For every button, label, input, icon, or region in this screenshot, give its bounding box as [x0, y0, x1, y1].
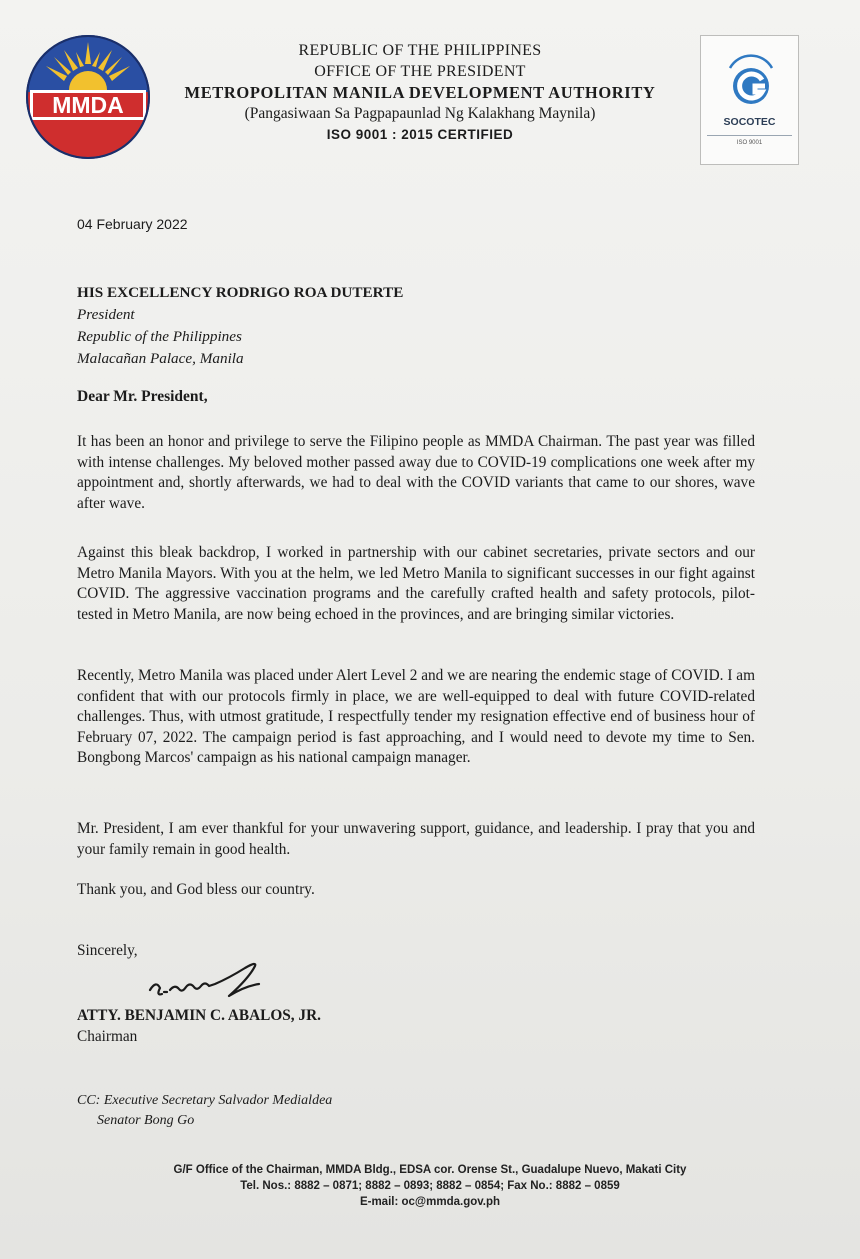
letter-date: 04 February 2022	[77, 216, 188, 232]
letterhead-republic: REPUBLIC OF THE PHILIPPINES	[298, 42, 542, 59]
cc-block	[77, 1091, 332, 1131]
socotec-name: SOCOTEC	[723, 116, 776, 128]
signer-name: ATTY. BENJAMIN C. ABALOS, JR.	[77, 1007, 321, 1024]
footer-address: G/F Office of the Chairman, MMDA Bldg., EDSA cor. Orense St., Guadalupe Nuevo, Makati City	[173, 1164, 687, 1176]
signer-block	[77, 1005, 321, 1047]
socotec-certification-logo	[700, 35, 799, 165]
handwritten-signature	[148, 960, 298, 1006]
footer-phones: Tel. Nos.: 8882 – 0871; 8882 – 0893; 8882 – 0854; Fax No.: 8882 – 0859	[240, 1180, 620, 1192]
body-paragraph: Against this bleak backdrop, I worked in partnership with our cabinet secretaries, private sectors and our Metro Manila Mayors. With you at the helm, we led Metro Manila to significant successes in our fight against COVID. The aggressive vaccination programs and the carefully crafted health and safety protocols, pilot-tested in Metro Manila, are now being echoed in the provinces, and are bringing similar victories.	[77, 544, 755, 623]
letterhead-iso: ISO 9001 : 2015 CERTIFIED	[326, 127, 514, 142]
socotec-divider	[707, 135, 792, 136]
recipient-block	[77, 282, 403, 370]
mmda-logo-text: MMDA	[52, 92, 124, 118]
socotec-iso: ISO 9001	[736, 140, 763, 146]
recipient-name: HIS EXCELLENCY RODRIGO ROA DUTERTE	[77, 284, 404, 301]
cc-line: CC: Executive Secretary Salvador Medialdea	[77, 1093, 333, 1108]
letterhead	[160, 40, 680, 145]
body-paragraph: Thank you, and God bless our country.	[77, 881, 315, 898]
letterhead-agency: METROPOLITAN MANILA DEVELOPMENT AUTHORITY	[184, 83, 656, 102]
letterhead-tagalog: (Pangasiwaan Sa Pagpapaunlad Ng Kalakhang Maynila)	[244, 105, 596, 122]
cc-line: Senator Bong Go	[97, 1113, 195, 1128]
letter-footer	[60, 1162, 800, 1210]
body-paragraph: Recently, Metro Manila was placed under Alert Level 2 and we are nearing the endemic stage of COVID. I am confident that with our protocols firmly in place, we are well-equipped to deal with future COVID-related challenges. Thus, with utmost gratitude, I respectfully tender my resignation effective end of business hour of February 07, 2022. The campaign period is fast approaching, and I would need to devote my time to Sen. Bongbong Marcos' campaign as his national campaign manager.	[77, 667, 755, 766]
recipient-office: Republic of the Philippines	[77, 328, 242, 345]
salutation: Dear Mr. President,	[77, 388, 208, 405]
body-paragraph: It has been an honor and privilege to serve the Filipino people as MMDA Chairman. The past year was filled with intense challenges. My beloved mother passed away due to COVID-19 complications one week after my appointment and, shortly afterwards, we had to deal with the COVID variants that came to our shores, wave after wave.	[77, 433, 755, 512]
recipient-address: Malacañan Palace, Manila	[77, 350, 244, 367]
letterhead-office: OFFICE OF THE PRESIDENT	[314, 63, 526, 80]
recipient-title: President	[77, 306, 135, 323]
socotec-emblem-icon	[722, 48, 780, 110]
signer-title: Chairman	[77, 1028, 138, 1045]
footer-email: E-mail: oc@mmda.gov.ph	[359, 1196, 501, 1208]
body-paragraph: Mr. President, I am ever thankful for your unwavering support, guidance, and leadership. I pray that you and your family remain in good health.	[77, 820, 755, 858]
mmda-logo	[24, 30, 152, 164]
closing: Sincerely,	[77, 942, 138, 959]
